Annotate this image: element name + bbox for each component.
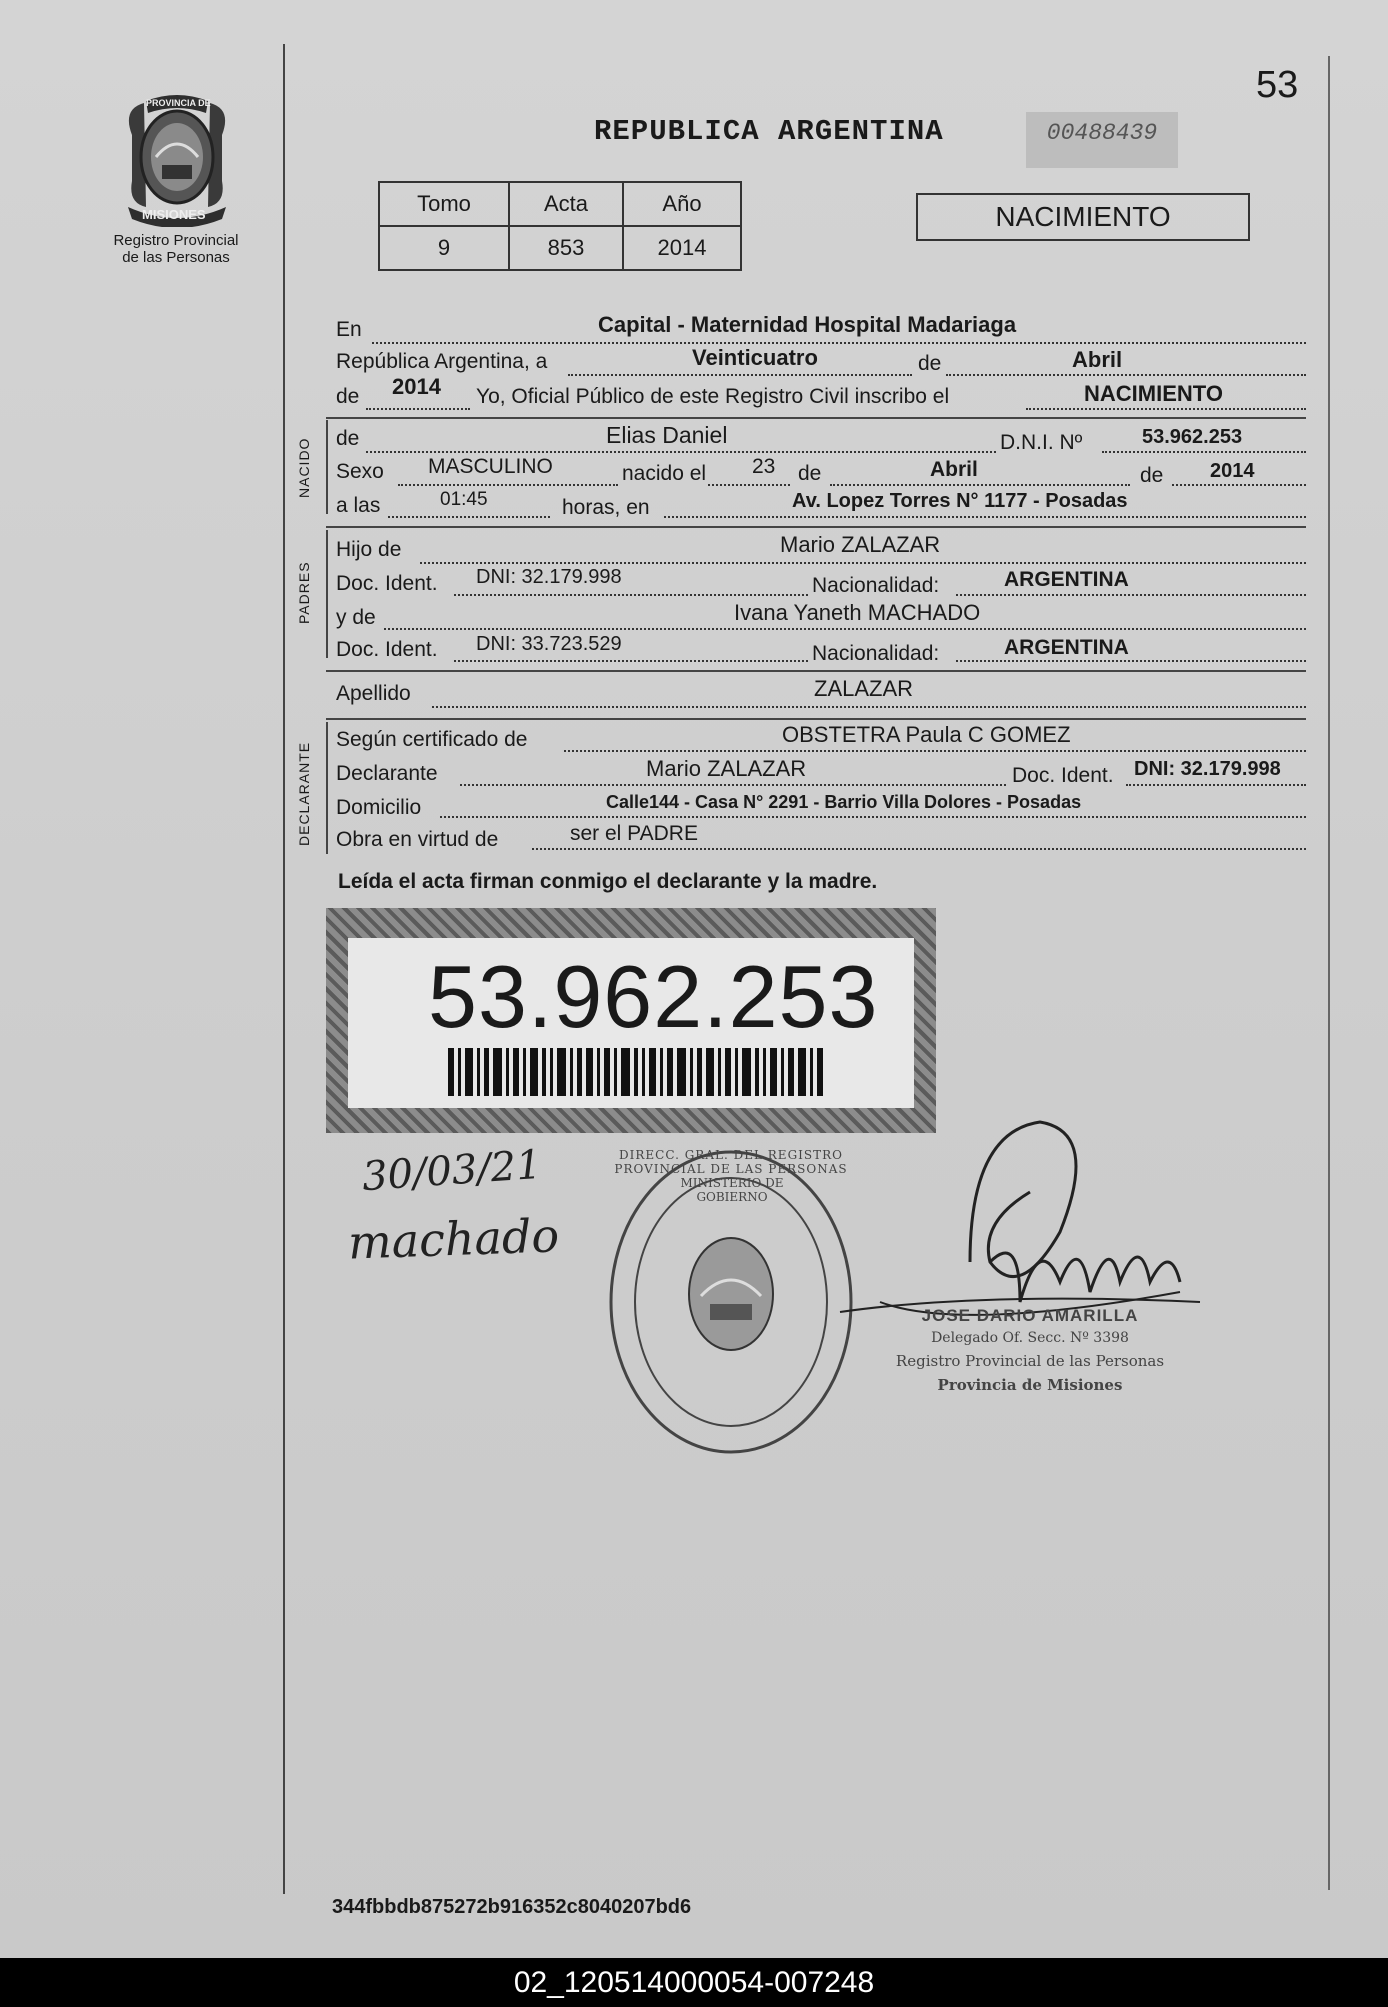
- official-province: Provincia de Misiones: [937, 1376, 1123, 1394]
- dotted-line: [708, 484, 790, 486]
- seal-ring-text: DIRECC. GRAL. DEL REGISTRO PROVINCIAL DE LAS PERSONAS: [614, 1148, 848, 1176]
- dotted-line: [830, 484, 1130, 486]
- closing-statement: Leída el acta firman conmigo el declarante y la madre.: [338, 870, 878, 893]
- act-type-box: NACIMIENTO: [916, 193, 1250, 241]
- label-obra: Obra en virtud de: [336, 828, 499, 851]
- label-de2: de: [336, 385, 360, 408]
- value-declarante-dni: DNI: 32.179.998: [1134, 758, 1281, 780]
- value-madre-dni: DNI: 33.723.529: [476, 633, 622, 655]
- dni-sticker-number: 53.962.253: [428, 947, 879, 1046]
- serial-number: 00488439: [1026, 112, 1178, 168]
- label-yo: Yo, Oficial Público de este Registro Civil inscribo el: [476, 385, 950, 408]
- dotted-line: [1102, 451, 1306, 453]
- value-nac-anio: 2014: [1210, 460, 1255, 482]
- value-lugar: Capital - Maternidad Hospital Madariaga: [598, 312, 1017, 337]
- label-a-las: a las: [336, 494, 381, 517]
- label-nac1: Nacionalidad:: [812, 574, 940, 597]
- dotted-line: [1172, 484, 1306, 486]
- section-divider: [326, 526, 1306, 528]
- section-divider: [326, 718, 1306, 720]
- dotted-line: [366, 408, 470, 410]
- value-madre: Ivana Yaneth MACHADO: [734, 600, 981, 625]
- label-doc1: Doc. Ident.: [336, 572, 438, 595]
- header-anio: Año: [623, 182, 741, 226]
- dotted-line: [432, 706, 1306, 708]
- label-nac2: Nacionalidad:: [812, 642, 940, 665]
- dotted-line: [564, 750, 1306, 752]
- value-mes: Abril: [1072, 347, 1123, 372]
- registry-caption: [96, 232, 256, 266]
- value-sexo: MASCULINO: [428, 455, 553, 478]
- dotted-line: [1126, 784, 1306, 786]
- label-declarante: Declarante: [336, 762, 438, 785]
- dotted-line: [388, 516, 550, 518]
- dotted-line: [454, 660, 808, 662]
- label-y-de: y de: [336, 606, 376, 629]
- page-number: 53: [1256, 64, 1299, 106]
- padres-bracket: [326, 530, 328, 658]
- declarante-bracket: [326, 722, 328, 854]
- book-reference-table: [378, 181, 742, 271]
- seal-inner-text: MINISTERIO DE GOBIERNO: [680, 1176, 784, 1204]
- dotted-line: [532, 848, 1306, 850]
- dotted-line: [664, 516, 1306, 518]
- dotted-line: [1026, 408, 1306, 410]
- value-padre: Mario ZALAZAR: [780, 532, 941, 557]
- dotted-line: [460, 784, 1006, 786]
- barcode-icon: [448, 1048, 828, 1096]
- dotted-line: [398, 484, 618, 486]
- registry-caption-line2: de las Personas: [122, 249, 230, 266]
- file-id-bar: 02_120514000054-007248: [0, 1958, 1388, 2007]
- crest-bottom-text: MISIONES: [142, 207, 206, 222]
- dni-sticker-inner: [348, 938, 914, 1108]
- document-hash: 344fbbdb875272b916352c8040207bd6: [332, 1896, 692, 1918]
- label-domicilio: Domicilio: [336, 796, 422, 819]
- value-anio: 2014: [623, 226, 741, 270]
- dotted-line: [454, 594, 808, 596]
- value-apellido: ZALAZAR: [814, 676, 914, 701]
- header-acta: Acta: [509, 182, 623, 226]
- label-hijo: Hijo de: [336, 538, 402, 561]
- label-doc2: Doc. Ident.: [336, 638, 438, 661]
- left-margin-line: [283, 44, 285, 1894]
- section-declarante-label: DECLARANTE: [296, 741, 312, 846]
- handwritten-signature-madre: machado: [347, 1208, 560, 1270]
- dotted-line: [956, 660, 1306, 662]
- value-anio: 2014: [392, 374, 441, 399]
- official-signature-icon: [820, 1112, 1220, 1337]
- dotted-line: [372, 342, 1306, 344]
- crest-top-text: PROVINCIA DE: [146, 98, 211, 108]
- label-de1: de: [918, 352, 942, 375]
- dotted-line: [568, 374, 912, 376]
- label-de-name: de: [336, 427, 360, 450]
- section-divider: [326, 417, 1306, 419]
- official-role: Delegado Of. Secc. Nº 3398: [931, 1330, 1129, 1346]
- dotted-line: [366, 451, 996, 453]
- country-title: REPUBLICA ARGENTINA: [594, 115, 944, 148]
- value-madre-nac: ARGENTINA: [1004, 636, 1129, 659]
- section-padres-label: PADRES: [296, 561, 312, 624]
- dotted-line: [946, 374, 1306, 376]
- official-name: JOSE DARIO AMARILLA: [921, 1306, 1139, 1325]
- official-registry: Registro Provincial de las Personas: [895, 1352, 1165, 1370]
- dotted-line: [440, 816, 1306, 818]
- handwritten-mark: 30/03/21: [360, 1141, 544, 1201]
- value-tomo: 9: [379, 226, 509, 270]
- value-nac-dia: 23: [752, 455, 776, 478]
- label-dni: D.N.I. Nº: [1000, 431, 1083, 454]
- label-nacido: nacido el: [622, 462, 707, 485]
- label-doc-decl: Doc. Ident.: [1012, 764, 1114, 787]
- value-nac-mes: Abril: [930, 458, 978, 481]
- value-declarante: Mario ZALAZAR: [646, 756, 807, 781]
- label-de-anio: de: [1140, 464, 1164, 487]
- label-horas: horas, en: [562, 496, 650, 519]
- value-inscribe: NACIMIENTO: [1084, 381, 1223, 406]
- right-margin-line: [1328, 56, 1330, 1890]
- value-domicilio: Calle144 - Casa N° 2291 - Barrio Villa Dolores - Posadas: [606, 792, 1082, 812]
- value-nombre: Elias Daniel: [606, 422, 728, 448]
- section-divider: [326, 670, 1306, 672]
- value-acta: 853: [509, 226, 623, 270]
- header-tomo: Tomo: [379, 182, 509, 226]
- nacido-bracket: [326, 420, 328, 514]
- label-segun: Según certificado de: [336, 728, 528, 751]
- label-de-mes: de: [798, 462, 822, 485]
- value-obra: ser el PADRE: [570, 822, 698, 845]
- value-hora: 01:45: [440, 489, 488, 510]
- dotted-line: [384, 628, 1306, 630]
- dotted-line: [956, 594, 1306, 596]
- section-nacido-label: NACIDO: [296, 437, 312, 498]
- label-sexo: Sexo: [336, 460, 384, 483]
- dni-sticker: [326, 908, 936, 1133]
- value-certificado: OBSTETRA Paula C GOMEZ: [782, 722, 1071, 747]
- label-republica: República Argentina, a: [336, 350, 548, 373]
- value-padre-nac: ARGENTINA: [1004, 568, 1129, 591]
- value-dni: 53.962.253: [1142, 426, 1243, 448]
- value-domicilio-nac: Av. Lopez Torres N° 1177 - Posadas: [792, 490, 1128, 512]
- label-en: En: [336, 318, 362, 341]
- value-padre-dni: DNI: 32.179.998: [476, 566, 622, 588]
- label-apellido: Apellido: [336, 682, 411, 705]
- registry-caption-line1: Registro Provincial: [113, 232, 239, 249]
- dotted-line: [420, 562, 1306, 564]
- value-dia: Veinticuatro: [692, 345, 818, 370]
